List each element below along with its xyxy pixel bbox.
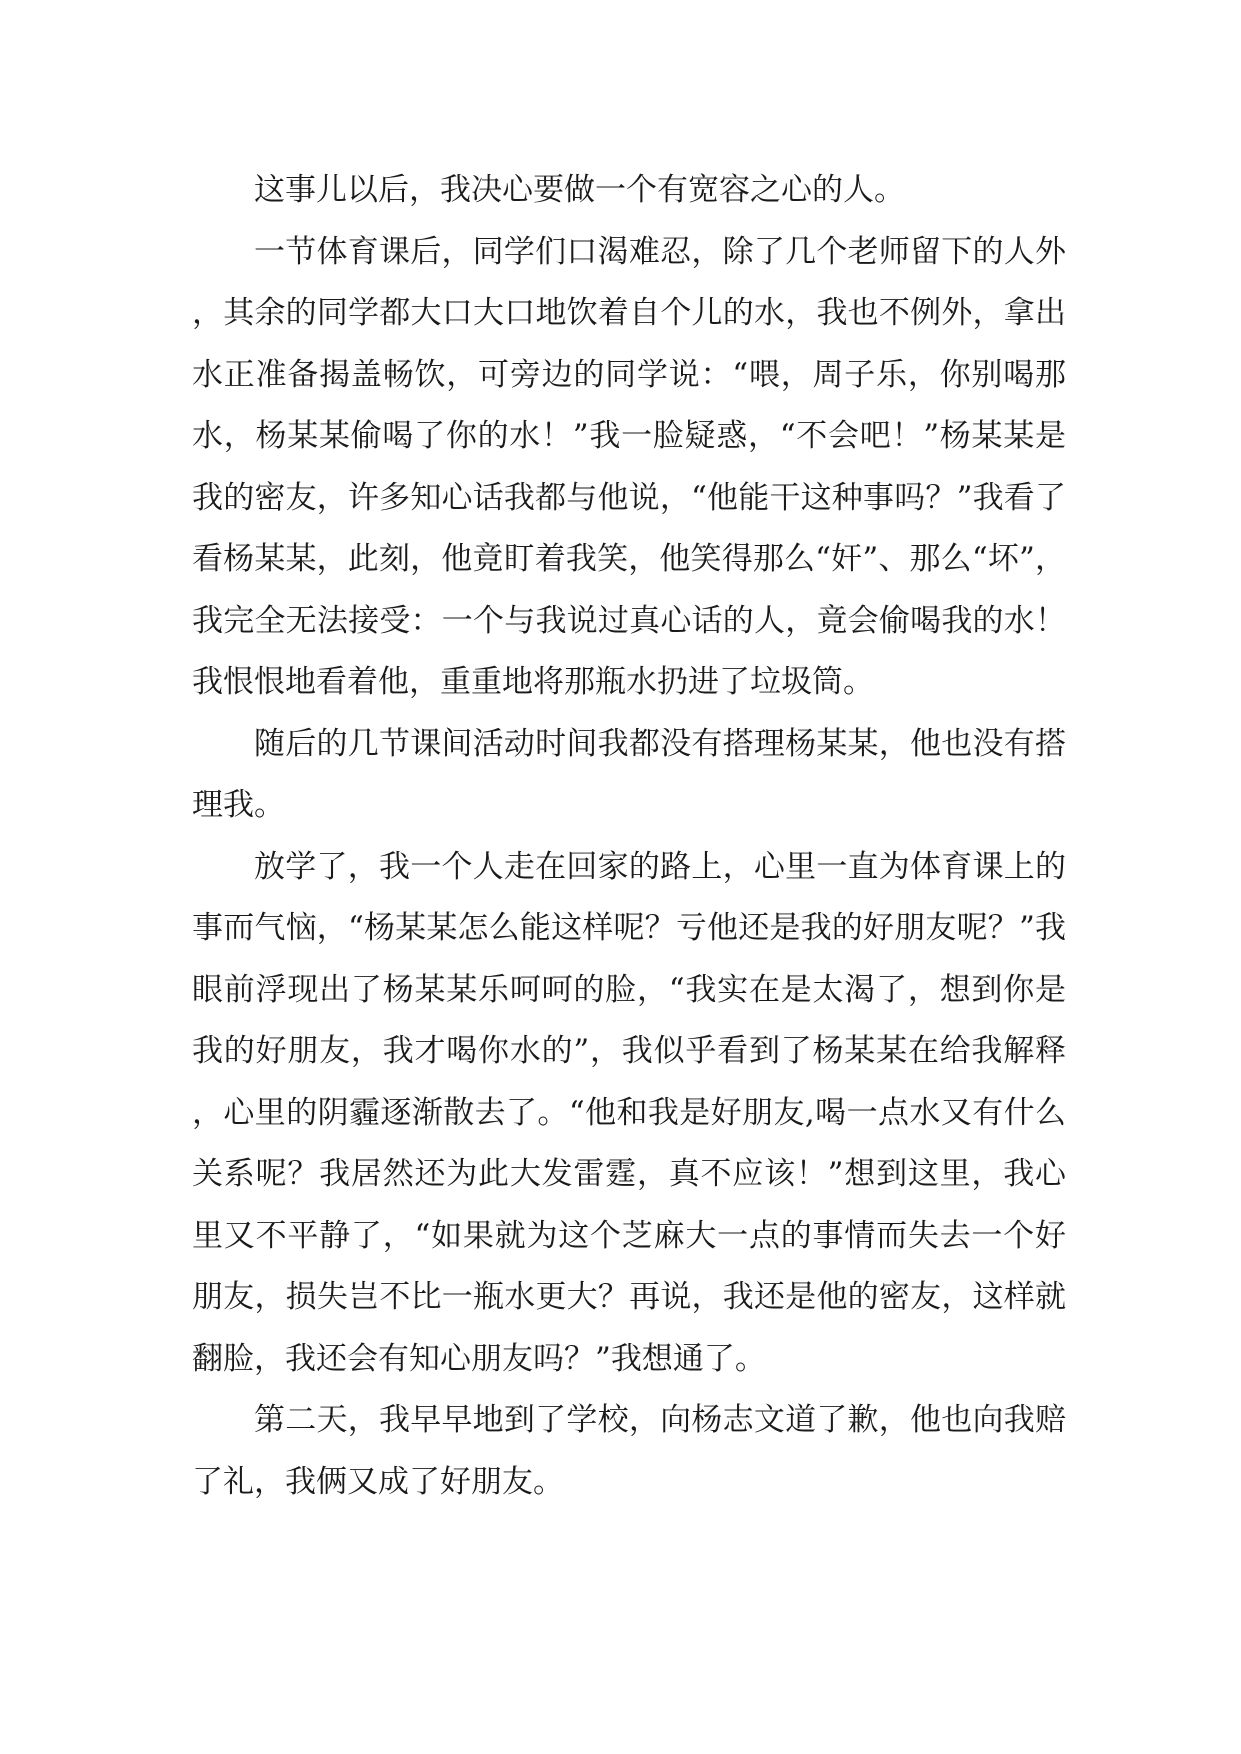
paragraph-3: 随后的几节课间活动时间我都没有搭理杨某某，他也没有搭理我。 xyxy=(192,725,1066,823)
paragraph-4: 放学了，我一个人走在回家的路上，心里一直为体育课上的事而气恼，“杨某某怎么能这样呢？亏他还是我的好朋友呢？”我眼前浮现出了杨某某乐呵呵的脸，“我实在是太渴了，想到你是我的好朋友，我才喝你水的”，我似乎看到了杨某某在给我解释，心里的阴霾逐渐散去了。“他和我是好朋友,喝一点水又有什么关系呢？我居然还为此大发雷霆，真不应该！”想到这里，我心里又不平静了，“如果就为这个芝麻大一点的事情而失去一个好朋友，损失岂不比一瓶水更大？再说，我还是他的密友，这样就翻脸，我还会有知心朋友吗？”我想通了。 xyxy=(192,848,1066,1377)
paragraph-5: 第二天，我早早地到了学校，向杨志文道了歉，他也向我赔了礼，我俩又成了好朋友。 xyxy=(192,1402,1066,1500)
essay-body xyxy=(192,160,1066,1513)
paragraph-2: 一节体育课后，同学们口渴难忍，除了几个老师留下的人外，其余的同学都大口大口地饮着自个儿的水，我也不例外，拿出水正准备揭盖畅饮，可旁边的同学说：“喂，周子乐，你别喝那水，杨某某偷喝了你的水！”我一脸疑惑，“不会吧！”杨某某是我的密友，许多知心话我都与他说，“他能干这种事吗？”我看了看杨某某，此刻，他竟盯着我笑，他笑得那么“奸”、那么“坏”，我完全无法接受：一个与我说过真心话的人，竟会偷喝我的水！我恨恨地看着他，重重地将那瓶水扔进了垃圾筒。 xyxy=(192,233,1066,700)
paragraph-1: 这事儿以后，我决心要做一个有宽容之心的人。 xyxy=(254,172,905,208)
